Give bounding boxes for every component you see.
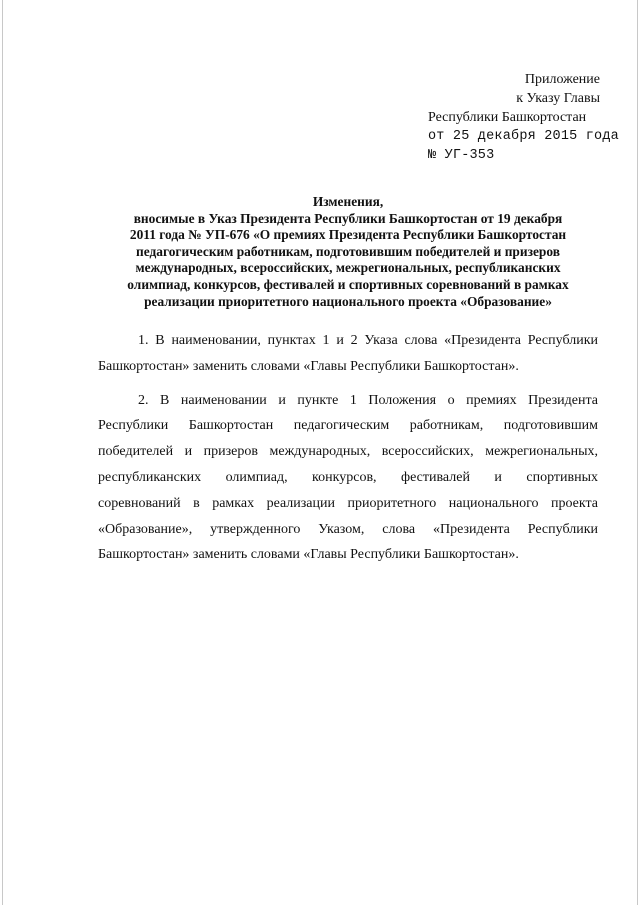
title-line: вносимые в Указ Президента Республики Башкортостан от 19 декабря	[133, 210, 563, 226]
attachment-header	[428, 70, 619, 165]
scan-edge-left	[2, 0, 3, 905]
paragraph-line: победителей и призеров международных, всероссийских, межрегиональных,	[98, 444, 598, 460]
paragraph-gap	[98, 380, 598, 388]
paragraph-1	[98, 328, 598, 380]
title-line: 2011 года № УП-676 «О премиях Президента Республики Башкортостан	[129, 227, 567, 243]
paragraph-line: Республики Башкортостан педагогическим работникам, подготовившим	[98, 418, 598, 434]
paragraph-line: республиканских олимпиад, конкурсов, фестивалей и спортивных	[98, 469, 598, 485]
title-line: международных, всероссийских, межрегиональных, республиканских	[135, 260, 561, 276]
paragraph-2	[98, 388, 598, 569]
title-line: олимпиад, конкурсов, фестивалей и спортивных соревнований в рамках	[127, 276, 569, 292]
attachment-label: Приложение	[524, 72, 600, 87]
title-line: педагогическим работникам, подготовившим победителей и призеров	[136, 243, 560, 259]
paragraph-line: 1. В наименовании, пунктах 1 и 2 Указа слова «Президента Республики	[138, 333, 598, 348]
paragraph-line: «Образование», утвержденного Указом, слова «Президента Республики	[98, 521, 598, 537]
paragraph-line: Башкортостан» заменить словами «Главы Республики Башкортостан».	[98, 358, 519, 374]
scan-edge-right	[637, 0, 638, 905]
attachment-date: от 25 декабря 2015 года	[428, 129, 619, 144]
attachment-number: № УГ-353	[428, 148, 495, 163]
document-body	[98, 328, 598, 568]
paragraph-line: соревнований в рамках реализации приоритетного национального проекта	[98, 495, 598, 511]
attachment-decree-ref: к Указу Главы	[516, 91, 600, 106]
paragraph-line: 2. В наименовании и пункте 1 Положения о премиях Президента	[138, 392, 598, 408]
document-title	[96, 194, 600, 310]
title-line: Изменения,	[312, 194, 384, 209]
attachment-republic: Республики Башкортостан	[428, 110, 587, 125]
paragraph-line: Башкортостан» заменить словами «Главы Республики Башкортостан».	[98, 547, 519, 563]
title-line: реализации приоритетного национального проекта «Образование»	[144, 293, 552, 309]
